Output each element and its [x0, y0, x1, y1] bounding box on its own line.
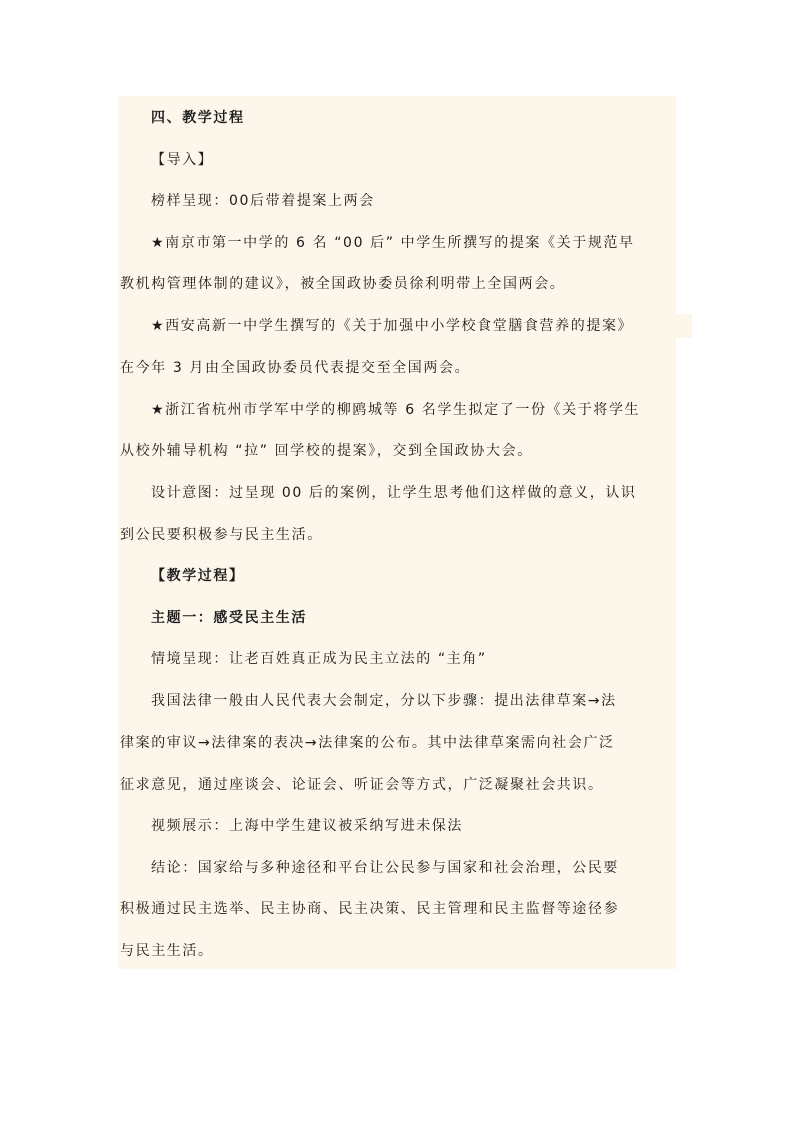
panel-extension: [676, 314, 692, 338]
law-paragraph-line-1: 我国法律一般由人民代表大会制定，分以下步骤：提出法律草案→法: [151, 693, 617, 709]
case-1-line-2: 教机构管理体制的建议》，被全国政协委员徐利明带上全国两会。: [120, 276, 566, 292]
conclusion-line-3: 与民主生活。: [120, 943, 214, 959]
conclusion-line-2: 积极通过民主选举、民主协商、民主决策、民主管理和民主监督等途径参: [120, 901, 620, 917]
case-2-line-1: ★西安高新一中学生撰写的《关于加强中小学校食堂膳食营养的提案》: [151, 318, 634, 334]
law-paragraph-line-2: 律案的审议→法律案的表决→法律案的公布。其中法律草案需向社会广泛: [120, 735, 615, 751]
section-title: 四、教学过程: [151, 110, 245, 126]
video-text: 视频展示：上海中学生建议被采纳写进未保法: [151, 818, 463, 834]
case-3-line-2: 从校外辅导机构 “拉” 回学校的提案》，交到全国政协大会。: [120, 443, 533, 459]
case-3-line-1: ★浙江省杭州市学军中学的柳鸥城等 6 名学生拟定了一份《关于将学生: [151, 402, 641, 418]
design-intent-line-2: 到公民要积极参与民主生活。: [120, 527, 323, 543]
intro-label: 【导入】: [151, 152, 214, 168]
conclusion-line-1: 结论：国家给与多种途径和平台让公民参与国家和社会治理，公民要: [151, 860, 619, 876]
case-2-line-2: 在今年 3 月由全国政协委员代表提交至全国两会。: [120, 360, 471, 376]
theme-1-title: 主题一：感受民主生活: [151, 610, 307, 626]
law-paragraph-line-3: 征求意见，通过座谈会、论证会、听证会等方式，广泛凝聚社会共识。: [120, 777, 604, 793]
process-label: 【教学过程】: [151, 568, 245, 584]
scenario-text: 情境呈现：让老百姓真正成为民主立法的 “主角”: [151, 651, 487, 667]
example-title: 榜样呈现：00后带着提案上两会: [151, 193, 375, 209]
design-intent-line-1: 设计意图：过呈现 00 后的案例，让学生思考他们这样做的意义，认识: [151, 485, 637, 501]
case-1-line-1: ★南京市第一中学的 6 名 “00 后” 中学生所撰写的提案《关于规范早: [151, 235, 635, 251]
